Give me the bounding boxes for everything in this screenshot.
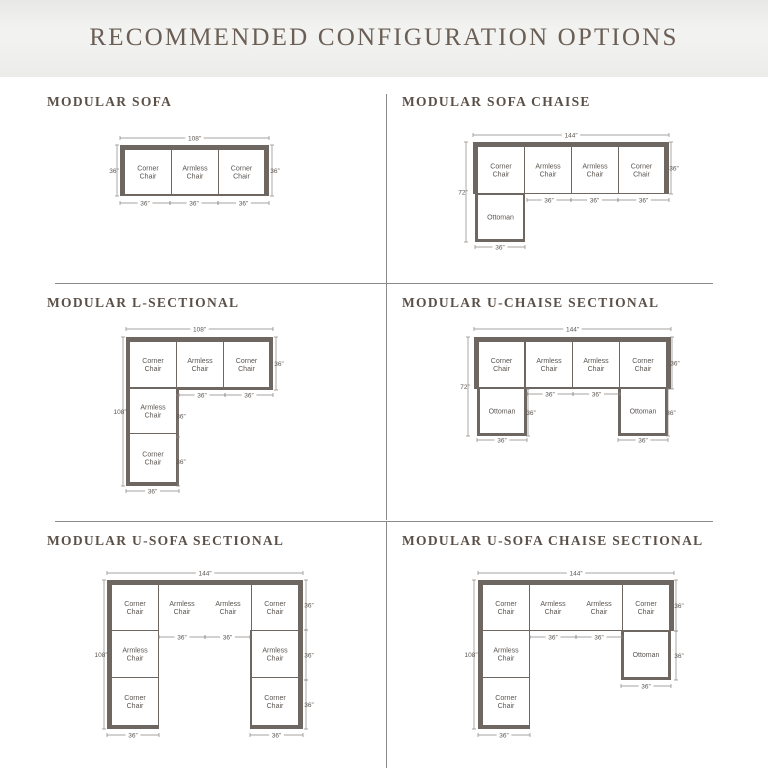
corner-label: Corner: [142, 451, 164, 459]
corner-label: Corner: [630, 163, 653, 171]
dimension-label: 36”: [591, 391, 602, 399]
armless-label: Chair: [186, 173, 204, 181]
armless-label: Armless: [493, 647, 519, 655]
armless-label: Armless: [187, 358, 213, 365]
armless-label: Chair: [544, 609, 562, 616]
armless-label: Armless: [540, 601, 566, 608]
dimension-label: 72”: [460, 383, 470, 391]
corner-label: Corner: [495, 601, 517, 608]
ottoman-label: Ottoman: [632, 652, 660, 659]
corner-label: Chair: [633, 171, 650, 179]
armless-label: Armless: [583, 358, 609, 365]
dimension-label: 108”: [464, 651, 478, 659]
dimension-label: 72”: [458, 189, 468, 197]
dimension-label: 36”: [189, 200, 199, 208]
dimension-label: 108”: [94, 651, 108, 659]
dimension-label: 36”: [641, 683, 651, 691]
corner-label: Chair: [634, 366, 652, 373]
armless-label: Chair: [126, 655, 144, 663]
section-title-modular-u-chaise-sectional: MODULAR U-CHAISE SECTIONAL: [402, 295, 660, 310]
armless-label: Armless: [122, 647, 148, 655]
corner-label: Corner: [632, 358, 654, 365]
corner-label: Chair: [233, 173, 250, 181]
armless-label: Chair: [173, 609, 191, 616]
armless-label: Chair: [587, 366, 605, 373]
corner-label: Chair: [497, 609, 515, 616]
corner-label: Chair: [266, 609, 284, 616]
corner-label: Corner: [235, 358, 258, 365]
section-title-modular-u-sofa-sectional: MODULAR U-SOFA SECTIONAL: [47, 533, 285, 548]
corner-label: Corner: [124, 695, 146, 702]
dimension-label: 36”: [176, 413, 186, 421]
dimension-label: 144”: [565, 326, 580, 334]
ottoman-label: Ottoman: [488, 408, 516, 416]
dimension-label: 36”: [544, 197, 554, 205]
armless-label: Armless: [140, 404, 166, 412]
corner-label: Chair: [497, 703, 515, 710]
dimension-label: 36”: [589, 197, 600, 205]
corner-label: Corner: [230, 165, 253, 173]
dimension-label: 36”: [499, 732, 509, 740]
corner-label: Corner: [490, 163, 512, 171]
armless-label: Armless: [586, 601, 612, 608]
corner-label: Chair: [144, 366, 162, 373]
armless-label: Chair: [540, 366, 558, 373]
ottoman-label: Ottoman: [629, 408, 657, 416]
armless-label: Chair: [266, 655, 284, 663]
dimension-label: 36”: [674, 602, 684, 610]
dimension-label: 36”: [666, 409, 676, 417]
dimension-label: 36”: [497, 437, 507, 445]
corner-label: Chair: [144, 459, 162, 467]
corner-label: Chair: [266, 703, 284, 710]
dimension-label: 36”: [222, 634, 233, 642]
dimension-label: 36”: [548, 634, 558, 642]
dimension-label: 144”: [564, 132, 578, 140]
corner-label: Chair: [139, 173, 157, 181]
armless-label: Chair: [219, 609, 237, 616]
corner-label: Chair: [492, 171, 510, 179]
corner-label: Corner: [142, 358, 164, 365]
dimension-label: 36”: [545, 391, 555, 399]
corner-label: Chair: [637, 609, 655, 616]
dimension-label: 36”: [244, 392, 254, 400]
armless-label: Chair: [497, 655, 515, 663]
section-title-modular-sofa: MODULAR SOFA: [47, 94, 173, 109]
dimension-label: 36”: [670, 360, 680, 368]
armless-label: Chair: [539, 171, 557, 179]
dimension-label: 36”: [594, 634, 604, 642]
dimension-label: 108”: [187, 135, 202, 143]
dimension-label: 36”: [304, 652, 314, 660]
corner-label: Corner: [137, 165, 159, 173]
dimension-label: 36”: [128, 732, 138, 740]
armless-label: Armless: [582, 163, 608, 171]
dimension-label: 36”: [526, 409, 536, 417]
armless-label: Armless: [182, 165, 208, 173]
section-title-modular-l-sectional: MODULAR L-SECTIONAL: [47, 295, 240, 310]
dimension-label: 36”: [140, 200, 150, 208]
dimension-label: 36”: [176, 458, 186, 466]
armless-label: Armless: [215, 601, 241, 608]
dimension-label: 108”: [192, 326, 207, 334]
dimension-label: 108”: [113, 408, 127, 416]
corner-label: Corner: [635, 601, 657, 608]
corner-label: Corner: [124, 601, 146, 608]
dimension-label: 36”: [274, 360, 284, 368]
armless-label: Armless: [169, 601, 195, 608]
armless-label: Armless: [535, 163, 561, 171]
dimension-label: 36”: [638, 437, 648, 445]
corner-label: Chair: [238, 366, 255, 373]
dimension-label: 36”: [270, 167, 280, 175]
ottoman-label: Ottoman: [487, 214, 514, 222]
armless-label: Chair: [590, 609, 608, 616]
dimension-label: 36”: [495, 244, 505, 252]
dimension-label: 36”: [638, 197, 649, 205]
armless-label: Armless: [262, 647, 288, 655]
corner-label: Chair: [126, 703, 144, 710]
dimension-label: 36”: [147, 488, 158, 496]
dimension-label: 36”: [304, 602, 314, 610]
dimension-label: 144”: [198, 570, 212, 578]
corner-label: Chair: [493, 366, 510, 373]
corner-label: Corner: [264, 601, 286, 608]
dimension-label: 36”: [238, 200, 249, 208]
armless-label: Chair: [586, 171, 604, 179]
dimension-label: 36”: [674, 652, 684, 660]
dimension-label: 36”: [669, 165, 679, 173]
corner-label: Chair: [126, 609, 144, 616]
armless-label: Armless: [536, 358, 562, 365]
corner-label: Corner: [495, 695, 517, 702]
dimension-label: 36”: [177, 634, 187, 642]
section-title-modular-u-sofa-chaise-sectional: MODULAR U-SOFA CHAISE SECTIONAL: [402, 533, 704, 548]
armless-label: Chair: [144, 412, 162, 420]
section-title-modular-sofa-chaise: MODULAR SOFA CHAISE: [402, 94, 591, 109]
dimension-label: 144”: [569, 570, 583, 578]
page-title: RECOMMENDED CONFIGURATION OPTIONS: [89, 24, 679, 51]
dimension-label: 36”: [109, 167, 119, 175]
dimension-label: 36”: [271, 732, 282, 740]
corner-label: Corner: [490, 358, 513, 365]
dimension-label: 36”: [304, 701, 314, 709]
corner-label: Corner: [264, 695, 286, 702]
armless-label: Chair: [191, 366, 209, 373]
dimension-label: 36”: [197, 392, 207, 400]
